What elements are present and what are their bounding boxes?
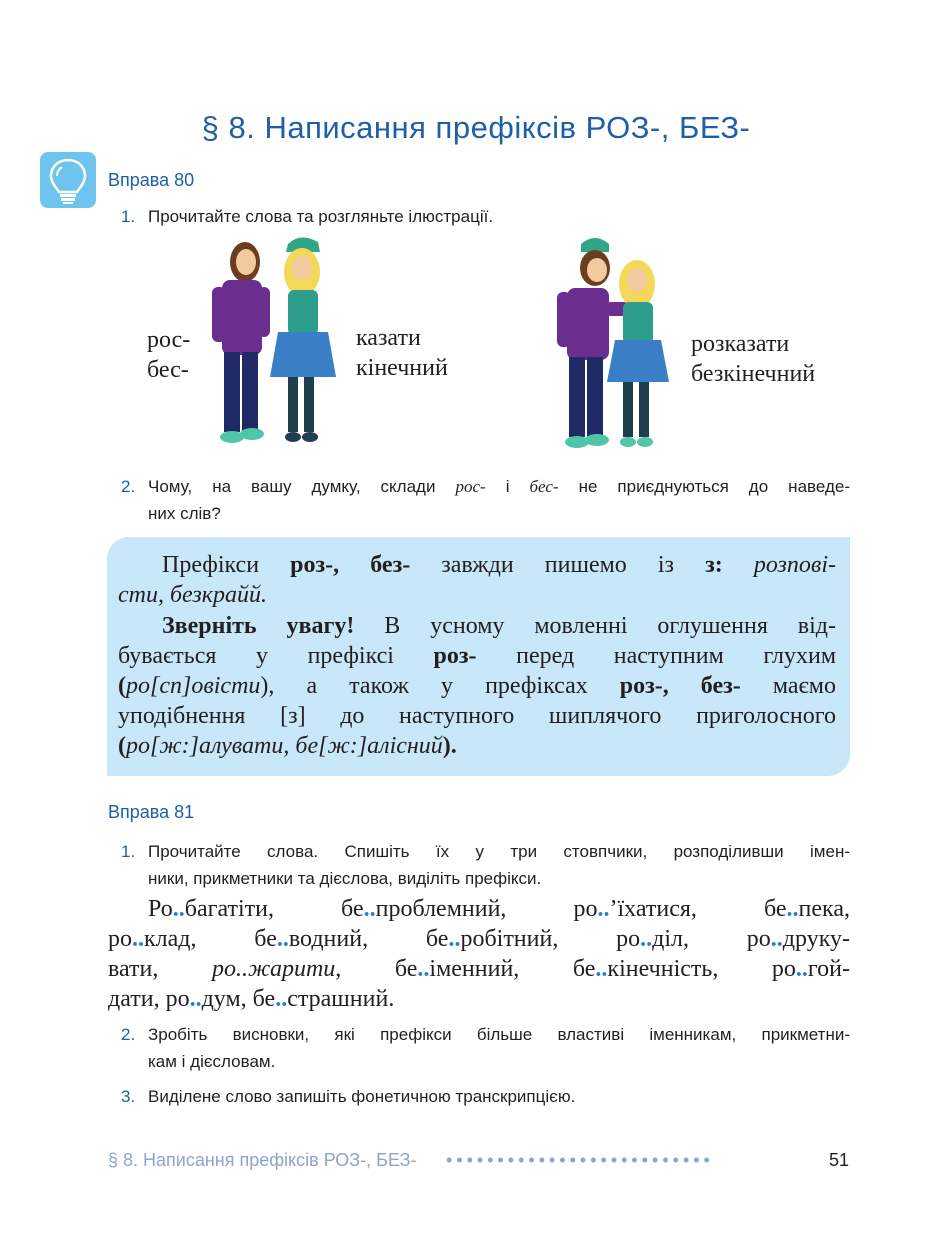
exercise-81-title: Вправа 81 (108, 802, 195, 822)
gap-dots: .. (417, 956, 430, 982)
exercise-80-task-2 (121, 473, 850, 527)
gap-dots: .. (132, 926, 144, 952)
text-run: ), а також у префіксах (260, 673, 620, 699)
text-run: перед наступним глухим (476, 643, 837, 669)
word-kinechnyi: кінечний (356, 355, 448, 381)
task-number: 2. (121, 477, 136, 496)
text-run: бувається у префіксі (118, 643, 434, 669)
text-run: багатіти, бе (184, 896, 364, 922)
syllable-ros: рос- (455, 477, 486, 496)
prefix-bold: роз- (433, 643, 477, 669)
text-run: маємо (740, 673, 836, 699)
text-run: водний, бе (288, 926, 449, 952)
text-run: ( (118, 733, 126, 759)
gap-dots: .. (172, 896, 185, 922)
footer-section-title: § 8. Написання префіксів РОЗ-, БЕЗ- (108, 1150, 417, 1170)
text-run: дум, бе (201, 986, 276, 1012)
word-line-1 (108, 894, 850, 924)
task-line (148, 473, 850, 500)
gap-dots: .. (276, 926, 289, 952)
word-line-4 (108, 984, 850, 1014)
rule-line (118, 671, 836, 701)
word-rozkazaty: розказати (691, 331, 790, 357)
word-list (108, 894, 850, 1014)
illustration-couple-together (545, 232, 685, 457)
text-run: пека, (798, 896, 850, 922)
text-run: вати, (108, 956, 212, 982)
text-run: Префікси (162, 552, 291, 578)
text-run: клад, бе (144, 926, 277, 952)
gap-dots: .. (597, 896, 610, 922)
prefix-ros: рос- (147, 327, 191, 353)
word-kazaty: казати (356, 325, 421, 351)
task-text: Прочитайте слова та розгляньте ілюстрації. (148, 207, 494, 226)
letter-z: з: (705, 552, 723, 578)
exercise-80-task-1 (121, 203, 494, 230)
page-number: 51 (829, 1150, 850, 1170)
task-line: кам і дієсловам. (148, 1052, 276, 1071)
text-run: ро (108, 926, 132, 952)
text-run: страшний. (287, 986, 395, 1012)
prefixes-bold: роз-, без- (619, 673, 741, 699)
syllable-bes: бес- (529, 477, 559, 496)
task-number: 3. (121, 1087, 136, 1106)
rule-line (118, 611, 836, 641)
task-number: 2. (121, 1025, 136, 1044)
highlighted-word: ро..жарити (211, 956, 336, 982)
rule-line (118, 550, 836, 580)
gap-dots: .. (363, 896, 376, 922)
exercise-80-title: Вправа 80 (108, 170, 195, 190)
task-line: Прочитайте слова. Спишіть їх у три стовпчики, розподіливши імен- (148, 842, 850, 861)
rule-line: уподібнення [з] до наступного шиплячого приголосного (118, 703, 836, 729)
task-line: них слів? (148, 504, 221, 523)
gap-dots: .. (275, 986, 288, 1012)
text-run: і (485, 477, 530, 496)
exercise-81-task-3 (121, 1083, 576, 1110)
text-run: кінечність, ро (607, 956, 796, 982)
text-run: іменний, бе (429, 956, 596, 982)
transcription: ро[ж:]алувати, бе[ж:]алісний (126, 733, 443, 759)
gap-dots: .. (786, 896, 799, 922)
prefixes-bold: роз-, без- (290, 552, 411, 578)
footer-dot-leader: •••••••••••••••••••••••••• (446, 1150, 714, 1170)
lightbulb-icon (40, 152, 96, 208)
text-run: В усному мовленні оглушення від- (354, 613, 836, 639)
illustration-couple-apart (200, 232, 355, 457)
text-run: Ро (148, 896, 173, 922)
transcription: ро[сп]овісти (126, 673, 261, 699)
task-text: Виділене слово запишіть фонетичною транскрипцією. (148, 1087, 576, 1106)
example-word: розпові- (753, 552, 836, 578)
gap-dots: .. (770, 926, 783, 952)
joined-word-list (691, 329, 815, 389)
text-run: діл, ро (652, 926, 771, 952)
gap-dots: .. (448, 926, 461, 952)
text-run: ’їхатися, бе (609, 896, 787, 922)
root-word-list (356, 323, 448, 383)
rule-line (118, 731, 836, 761)
text-run: робітний, ро (460, 926, 641, 952)
text-run: ( (118, 673, 126, 699)
rule-line: сти, безкрайй. (118, 582, 267, 608)
prefix-list (147, 325, 190, 385)
word-line-2 (108, 924, 850, 954)
text-run: друку- (782, 926, 851, 952)
text-run: бе (394, 956, 418, 982)
word-bezkinechnyi: безкінечний (691, 361, 816, 387)
gap-dots: .. (795, 956, 808, 982)
task-number: 1. (121, 842, 136, 861)
text-run: не приєднуються до наведе- (558, 477, 850, 496)
text-run: проблемний, ро (375, 896, 598, 922)
exercise-81-task-2 (121, 1021, 850, 1075)
gap-dots: .. (640, 926, 653, 952)
rule-paragraph-1 (118, 550, 836, 610)
prefix-bes: бес- (147, 357, 189, 383)
task-line: Зробіть висновки, які префікси більше властиві іменникам, прикметни- (148, 1025, 850, 1044)
gap-dots: .. (189, 986, 202, 1012)
text-run: ). (442, 733, 457, 759)
word-line-3: вати, ро..жарити, бе..іменний, бе..кінечність, ро..гой- (108, 956, 850, 982)
text-run: Чому, на вашу думку, склади (148, 477, 456, 496)
text-run: дати, ро (108, 986, 190, 1012)
task-number: 1. (121, 207, 136, 226)
page-title: § 8. Написання префіксів РОЗ-, БЕЗ- (201, 110, 751, 145)
text-run: завжди пишемо із (410, 552, 706, 578)
task-line: ники, прикметники та дієслова, виділіть префікси. (148, 869, 542, 888)
rule-line (118, 641, 836, 671)
rule-paragraph-2 (118, 611, 836, 761)
exercise-81-task-1 (121, 838, 850, 892)
text-run: гой- (807, 956, 850, 982)
gap-dots: .. (595, 956, 608, 982)
attention-label: Зверніть увагу! (162, 613, 355, 639)
